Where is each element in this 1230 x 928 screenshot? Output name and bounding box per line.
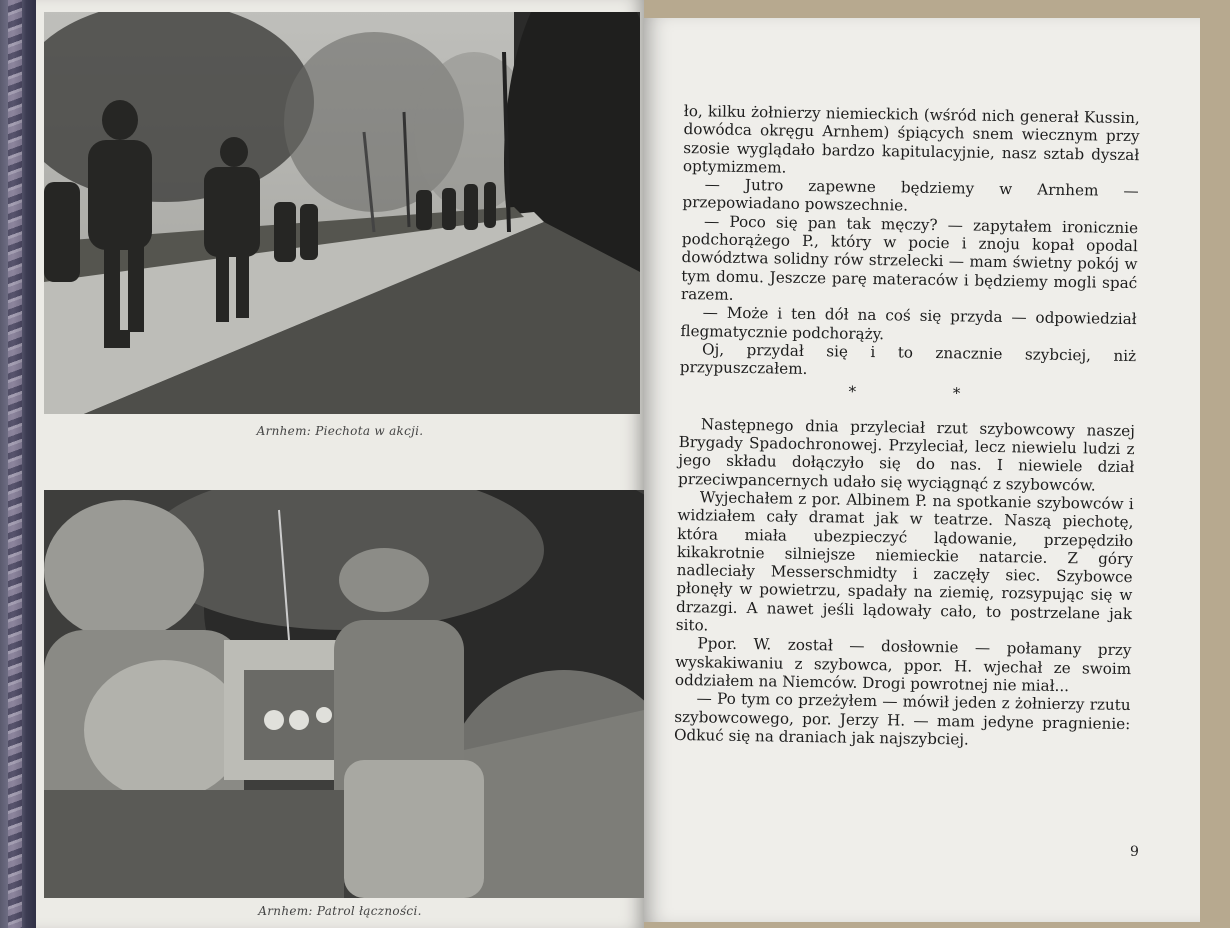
photo-signal-patrol xyxy=(44,490,644,898)
paragraph-1: ło, kilku żołnierzy niemieckich (wśród nich generał Kussin, dowódca okręgu Arnhem) śpiących snem wiecznym przy szosie wyglądało bardzo kapitulacyjnie, nasz sztab dyszał optymizmem. xyxy=(682,102,1140,177)
paragraph-7: Wyjechałem z por. Albinem P. na spotkanie szybowców i widziałem cały dramat jak w teatrze. Naszą piechotę, która miała ubezpieczyć lądowanie, przepędziło kikakrotnie silniejsze niemieckie natarcie. Z góry nadleciały Messerschmidty i zaczęły siec. Szybowce płonęły w powietrzu, spadały na ziemię, rozsypując się w drzazgi. A nawet jeśli lądowały cało, to postrzelane jak sito. xyxy=(675,488,1134,635)
photo-caption-top: Arnhem: Piechota w akcji. xyxy=(256,424,424,438)
paragraph-3: — Poco się pan tak męczy? — zapytałem ironicznie podchorążego P., który w pocie i znoju kopał opodal dowództwa solidny rów strzelecki — mam świetny pokój w tym domu. Jeszcze parę materaców i będziemy mogli spać razem. xyxy=(680,212,1139,304)
paragraph-4: — Może i ten dół na coś się przyda — odpowiedział flegmatycznie podchorąży. xyxy=(680,303,1137,343)
body-text xyxy=(674,102,1140,751)
paragraph-9: — Po tym co przeżyłem — mówił jeden z żołnierzy rzutu szybowcowego, por. Jerzy H. — mam jedyne pragnienie: Odkuć się na draniach jak najszybciej. xyxy=(673,689,1131,749)
paragraph-6: Następnego dnia przyleciał rzut szybowcowy naszej Brygady Spadochronowej. Przyleciał, lecz niewielu ludzi z jego składu dołączyło się do nas. I niewiele dział przeciwpancernych udało się wyciągnąć z szybowców. xyxy=(677,415,1136,495)
paragraph-5: Oj, przydał się i to znacznie szybciej, niż przypuszczałem. xyxy=(679,340,1137,379)
paragraph-2: — Jutro zapewne będziemy w Arnhem — przepowiadano powszechnie. xyxy=(682,175,1139,216)
paragraph-8: Ppor. W. został — dosłownie — połamany przy wyskakiwaniu z szybowca, ppor. H. wjechał ze swoim oddziałem na Niemców. Drogi powrotnej nie miał... xyxy=(674,634,1132,696)
page-number: 9 xyxy=(1130,844,1139,860)
photo-infantry-in-action xyxy=(44,12,640,414)
left-page xyxy=(36,0,644,928)
right-page xyxy=(644,18,1200,922)
section-separator: * * xyxy=(848,383,1007,404)
photo-caption-bottom: Arnhem: Patrol łączności. xyxy=(258,904,422,918)
